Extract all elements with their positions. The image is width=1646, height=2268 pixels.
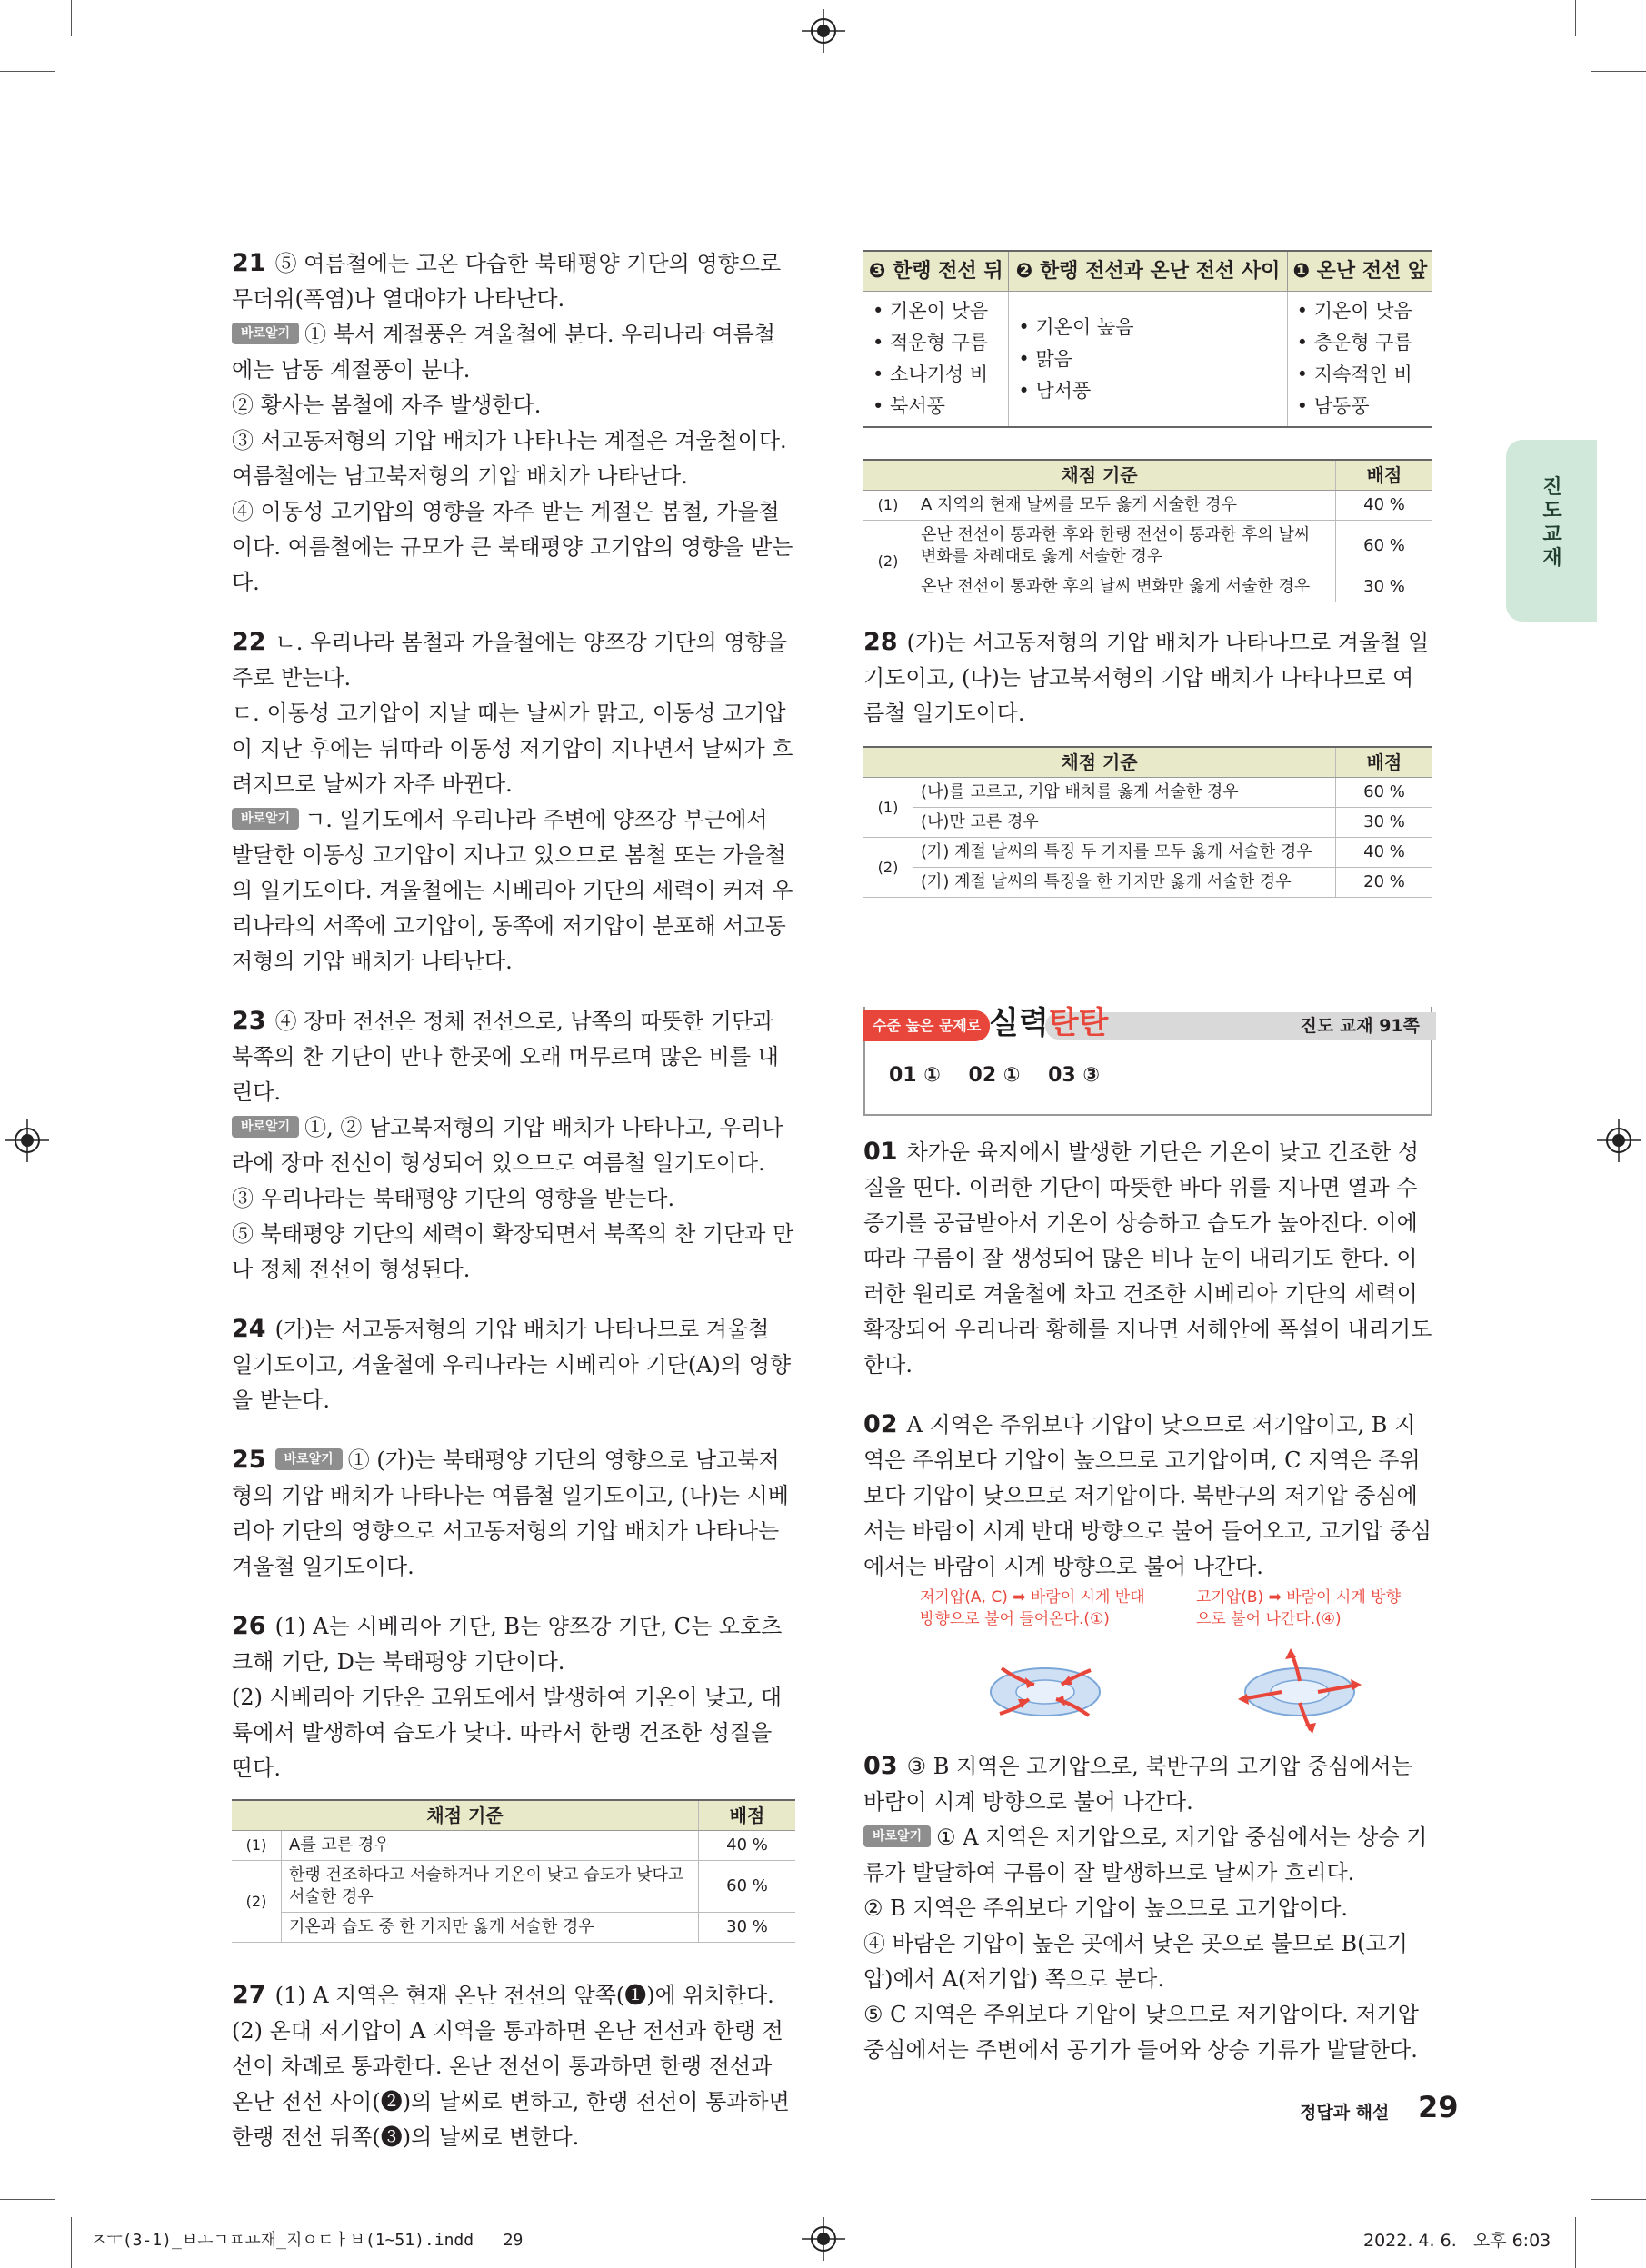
correction-text: ② B 지역은 주위보다 기압이 높으므로 고기압이다.: [863, 1895, 1349, 1921]
list-item: • 층운형 구름: [1296, 332, 1412, 353]
score-cell: 40 %: [1336, 491, 1433, 521]
question-22: [232, 624, 795, 980]
grading-table: [863, 746, 1432, 898]
correction-text: ㄱ. 일기도에서 우리나라 주변에 양쯔강 부근에서 발달한 이동성 고기압이 지나고 있으므로 봄철 또는 가을철의 일기도이다. 겨울철에는 시베리아 기단의 세력이 커져 우리나라의 서쪽에 고기압이, 동쪽에 저기압이 분포해 서고동저형의 기압 배치가 나타난다.: [232, 807, 793, 974]
table-header: 채점 기준: [863, 460, 1336, 491]
correction-text: ③ 서고동저형의 기압 배치가 나타나는 계절은 겨울철이다. 여름철에는 남고북저형의 기압 배치가 나타난다.: [232, 428, 787, 489]
question-25: [232, 1442, 795, 1585]
table-row: [863, 868, 1432, 898]
question-23: [232, 1003, 795, 1288]
question-number: 25: [232, 1446, 266, 1474]
section-title-a: 실력: [989, 1005, 1049, 1041]
table-header: 배점: [1336, 747, 1433, 778]
correction-text: ① (가)는 북태평양 기단의 영향으로 남고북저형의 기압 배치가 나타나는 여름철 일기도이고, (나)는 시베리아 기단의 영향으로 서고동저형의 기압 배치가 나타나는 겨울철 일기도이다.: [232, 1447, 789, 1579]
criterion-cell: (가) 계절 날씨의 특징을 한 가지만 옳게 서술한 경우: [913, 868, 1336, 898]
question-28: [863, 624, 1432, 898]
question-number: 28: [863, 628, 898, 656]
score-cell: 20 %: [1336, 868, 1433, 898]
correction-badge: 바로알기: [863, 1825, 931, 1847]
crop-mark: [71, 2217, 72, 2268]
criterion-cell: (나)만 고른 경우: [913, 808, 1336, 838]
score-cell: 40 %: [699, 1831, 796, 1861]
front-weather-table: [863, 250, 1432, 428]
table-header: 배점: [1336, 460, 1433, 491]
question-number: 27: [232, 1981, 266, 2009]
crop-mark: [0, 71, 55, 72]
question-number: 24: [232, 1315, 266, 1343]
answer-text: ⑤ 여름철에는 고온 다습한 북태평양 기단의 영향으로 무더위(폭염)나 열대야가 나타난다.: [232, 251, 782, 312]
correction-badge: 바로알기: [232, 1116, 299, 1138]
list-item: • 기온이 낮음: [1296, 300, 1412, 322]
correction-text: ① A 지역은 저기압으로, 저기압 중심에서는 상승 기류가 발달하여 구름이 잘 발생하므로 날씨가 흐리다.: [863, 1825, 1428, 1885]
print-date: 2022. 4. 6. 오후 6:03: [1363, 2231, 1551, 2251]
question-02: [863, 1407, 1432, 1739]
criterion-cell: 기온과 습도 중 한 가지만 옳게 서술한 경우: [282, 1913, 699, 1943]
list-item: • 맑음: [1018, 347, 1072, 370]
table-row: [863, 778, 1432, 808]
high-pressure-caption: 고기압(B) ➡ 바람이 시계 방향으로 불어 나간다.(④): [1196, 1588, 1402, 1628]
page-footer: [1300, 2090, 1481, 2126]
table-header: 채점 기준: [232, 1800, 699, 1831]
table-row: [863, 838, 1432, 868]
correction-text: ⑤ 북태평양 기단의 세력이 확장되면서 북쪽의 찬 기단과 만나 정체 전선이 형성된다.: [232, 1221, 794, 1282]
row-index: (2): [863, 838, 913, 898]
page-number: 29: [1418, 2090, 1459, 2124]
list-item: • 소나기성 비: [873, 363, 989, 385]
answer-key: 01 ① 02 ① 03 ③: [889, 1064, 1100, 1087]
correction-text: ② 황사는 봄철에 자주 발생한다.: [232, 393, 542, 418]
answer-text: ④ 장마 전선은 정체 전선으로, 남쪽의 따뜻한 기단과 북쪽의 찬 기단이 만나 한곳에 오래 머무르며 많은 비를 내린다.: [232, 1009, 779, 1105]
question-number: 01: [863, 1138, 898, 1166]
table-row: [863, 491, 1432, 521]
criterion-cell: 온난 전선이 통과한 후와 한랭 전선이 통과한 후의 날씨 변화를 차례대로 옳게 서술한 경우: [913, 521, 1336, 572]
question-number: 21: [232, 249, 266, 277]
low-pressure-diagram-icon: [982, 1656, 1109, 1728]
question-number: 03: [863, 1752, 898, 1780]
question-27: [232, 1977, 795, 2155]
crop-mark: [71, 0, 72, 36]
correction-text: ①, ② 남고북저형의 기압 배치가 나타나고, 우리나라에 장마 전선이 형성되어 있으므로 여름철 일기도이다.: [232, 1115, 783, 1176]
answer-text: A 지역은 주위보다 기압이 낮으므로 저기압이고, B 지역은 주위보다 기압이 높으므로 고기압이며, C 지역은 주위보다 기압이 낮으므로 저기압이다. 북반구의 저기압 중심에서는 바람이 시계 반대 방향으로 불어 들어오고, 고기압 중심에서는 바람이 시계 방향으로 불어 나간다.: [863, 1412, 1432, 1579]
correction-text: ⑤ C 지역은 주위보다 기압이 낮으므로 저기압이다. 저기압 중심에서는 주변에서 공기가 들어와 상승 기류가 발달한다.: [863, 2002, 1419, 2063]
correction-text: ① 북서 계절풍은 겨울철에 분다. 우리나라 여름철에는 남동 계절풍이 분다.: [232, 322, 776, 383]
crop-mark: [1575, 2217, 1576, 2268]
list-item: • 남서풍: [1018, 379, 1092, 402]
correction-badge: 바로알기: [275, 1448, 343, 1470]
table-row: [232, 1831, 795, 1861]
table-header: ❶ 온난 전선 앞: [1287, 251, 1432, 292]
crop-mark: [1591, 71, 1646, 72]
score-cell: 60 %: [1336, 521, 1433, 572]
high-pressure-diagram-icon: [1236, 1645, 1363, 1736]
criterion-cell: 한랭 건조하다고 서술하거나 기온이 낮고 습도가 낮다고 서술한 경우: [282, 1861, 699, 1913]
section-title: [989, 1003, 1108, 1043]
answer-text: ㄴ. 우리나라 봄철과 가을철에는 양쯔강 기단의 영향을 주로 받는다.: [232, 630, 788, 691]
answer-text: (가)는 서고동저형의 기압 배치가 나타나므로 겨울철 일기도이고, 겨울철에 우리나라는 시베리아 기단(A)의 영향을 받는다.: [232, 1317, 792, 1413]
table-header: 배점: [699, 1800, 796, 1831]
row-index: (2): [863, 521, 913, 602]
crop-mark: [1591, 2199, 1646, 2200]
list-item: • 지속적인 비: [1296, 363, 1412, 385]
list-item: • 기온이 낮음: [873, 300, 989, 322]
question-number: 22: [232, 628, 266, 656]
section-title-b: 탄탄: [1048, 1005, 1109, 1041]
question-03: [863, 1748, 1432, 2068]
criterion-cell: A 지역의 현재 날씨를 모두 옳게 서술한 경우: [913, 491, 1336, 521]
row-index: (1): [863, 778, 913, 838]
pressure-figure: [863, 1585, 1432, 1739]
answer-text: 차가운 육지에서 발생한 기단은 기온이 낮고 건조한 성질을 띤다. 이러한 기단이 따뜻한 바다 위를 지나면 열과 수증기를 공급받아서 기온이 상승하고 습도가 높아진다. 이에 따라 구름이 잘 생성되어 많은 비나 눈이 내리기도 한다. 이러한 원리로 겨울철에 차고 건조한 시베리아 기단의 세력이 확장되어 우리나라 황해를 지나면 서해안에 폭설이 내리기도 한다.: [863, 1139, 1432, 1378]
question-21: [232, 245, 795, 601]
registration-mark-icon: [802, 2217, 845, 2261]
table-row: [232, 1861, 795, 1913]
table-row: [863, 292, 1432, 428]
question-number: 26: [232, 1612, 266, 1640]
grading-table: [863, 459, 1432, 602]
table-row: [863, 808, 1432, 838]
section-tag: 수준 높은 문제로: [863, 1010, 990, 1041]
row-index: (1): [863, 491, 913, 521]
table-row: [232, 1913, 795, 1943]
registration-mark-icon: [1597, 1119, 1641, 1162]
print-file-info: ㅈㅜ(3-1)_ㅂㅗㄱㅍㅛ재_지ㅇㄷㅏㅂ(1~51).indd 29: [91, 2231, 524, 2250]
score-cell: 60 %: [699, 1861, 796, 1913]
score-cell: 30 %: [699, 1913, 796, 1943]
correction-badge: 바로알기: [232, 808, 299, 830]
correction-text: ④ 바람은 기압이 높은 곳에서 낮은 곳으로 불므로 B(고기압)에서 A(저기압) 쪽으로 분다.: [863, 1931, 1408, 1992]
correction-text: ④ 이동성 고기압의 영향을 자주 받는 계절은 봄철, 가을철이다. 여름철에는 규모가 큰 북태평양 고기압의 영향을 받는다.: [232, 499, 793, 595]
question-number: 23: [232, 1007, 266, 1035]
question-24: [232, 1311, 795, 1418]
criterion-cell: 온난 전선이 통과한 후의 날씨 변화만 옳게 서술한 경우: [913, 572, 1336, 602]
list-item: • 남동풍: [1296, 395, 1370, 417]
question-number: 02: [863, 1410, 898, 1438]
question-01: [863, 1134, 1432, 1383]
crop-mark: [0, 2199, 55, 2200]
section-ref: 진도 교재 91쪽: [1300, 1016, 1420, 1036]
crop-mark: [1575, 0, 1576, 36]
registration-mark-icon: [5, 1119, 49, 1162]
answer-text: (1) A 지역은 현재 온난 전선의 앞쪽(❶)에 위치한다.: [274, 1983, 774, 2008]
score-cell: 60 %: [1336, 778, 1433, 808]
score-cell: 30 %: [1336, 808, 1433, 838]
row-index: (2): [232, 1861, 282, 1943]
score-cell: 30 %: [1336, 572, 1433, 602]
registration-mark-icon: [802, 9, 845, 53]
correction-badge: 바로알기: [232, 323, 299, 344]
row-index: (1): [232, 1831, 282, 1861]
answer-text: (2) 온대 저기압이 A 지역을 통과하면 온난 전선과 한랭 전선이 차례로 통과한다. 온난 전선이 통과하면 한랭 전선과 온난 전선 사이(❷)의 날씨로 변하고, 한랭 전선이 통과하면 한랭 전선 뒤쪽(❸)의 날씨로 변한다.: [232, 2018, 790, 2150]
table-header: ❷ 한랭 전선과 온난 전선 사이: [1009, 251, 1287, 292]
table-row: [863, 521, 1432, 572]
low-pressure-caption: 저기압(A, C) ➡ 바람이 시계 반대 방향으로 불어 들어온다.(①): [920, 1588, 1145, 1628]
list-item: • 북서풍: [873, 395, 945, 417]
right-column: [863, 250, 1432, 2092]
criterion-cell: (나)를 고르고, 기압 배치를 옳게 서술한 경우: [913, 778, 1336, 808]
score-cell: 40 %: [1336, 838, 1433, 868]
correction-text: ③ 우리나라는 북태평양 기단의 영향을 받는다.: [232, 1186, 675, 1211]
side-tab: [1506, 440, 1597, 622]
criterion-cell: A를 고른 경우: [282, 1831, 699, 1861]
section-header: [863, 1007, 1432, 1116]
left-column: [232, 245, 795, 2179]
answer-text: ③ B 지역은 고기압으로, 북반구의 고기압 중심에서는 바람이 시계 방향으로 불어 나간다.: [863, 1754, 1412, 1815]
table-header: ❸ 한랭 전선 뒤: [863, 251, 1009, 292]
question-26: [232, 1608, 795, 1943]
criterion-cell: (가) 계절 날씨의 특징 두 가지를 모두 옳게 서술한 경우: [913, 838, 1336, 868]
side-tab-label: 진도 교재: [1542, 476, 1562, 570]
answer-text: (1) A는 시베리아 기단, B는 양쯔강 기단, C는 오호츠크해 기단, D는 북태평양 기단이다.: [232, 1614, 783, 1675]
answer-text: (가)는 서고동저형의 기압 배치가 나타나므로 겨울철 일기도이고, (나)는 남고북저형의 기압 배치가 나타나므로 여름철 일기도이다.: [863, 630, 1430, 726]
answer-text: (2) 시베리아 기단은 고위도에서 발생하여 기온이 낮고, 대륙에서 발생하여 습도가 낮다. 따라서 한랭 건조한 성질을 띤다.: [232, 1685, 783, 1781]
answer-text: ㄷ. 이동성 고기압이 지날 때는 날씨가 맑고, 이동성 고기압이 지난 후에는 뒤따라 이동성 저기압이 지나면서 날씨가 흐려지므로 날씨가 자주 바뀐다.: [232, 701, 793, 797]
list-item: • 기온이 높음: [1018, 315, 1134, 338]
list-item: • 적운형 구름: [873, 332, 989, 353]
grading-table: [232, 1799, 795, 1943]
table-header: 채점 기준: [863, 747, 1336, 778]
footer-section: 정답과 해설: [1300, 2103, 1390, 2123]
table-row: [863, 572, 1432, 602]
